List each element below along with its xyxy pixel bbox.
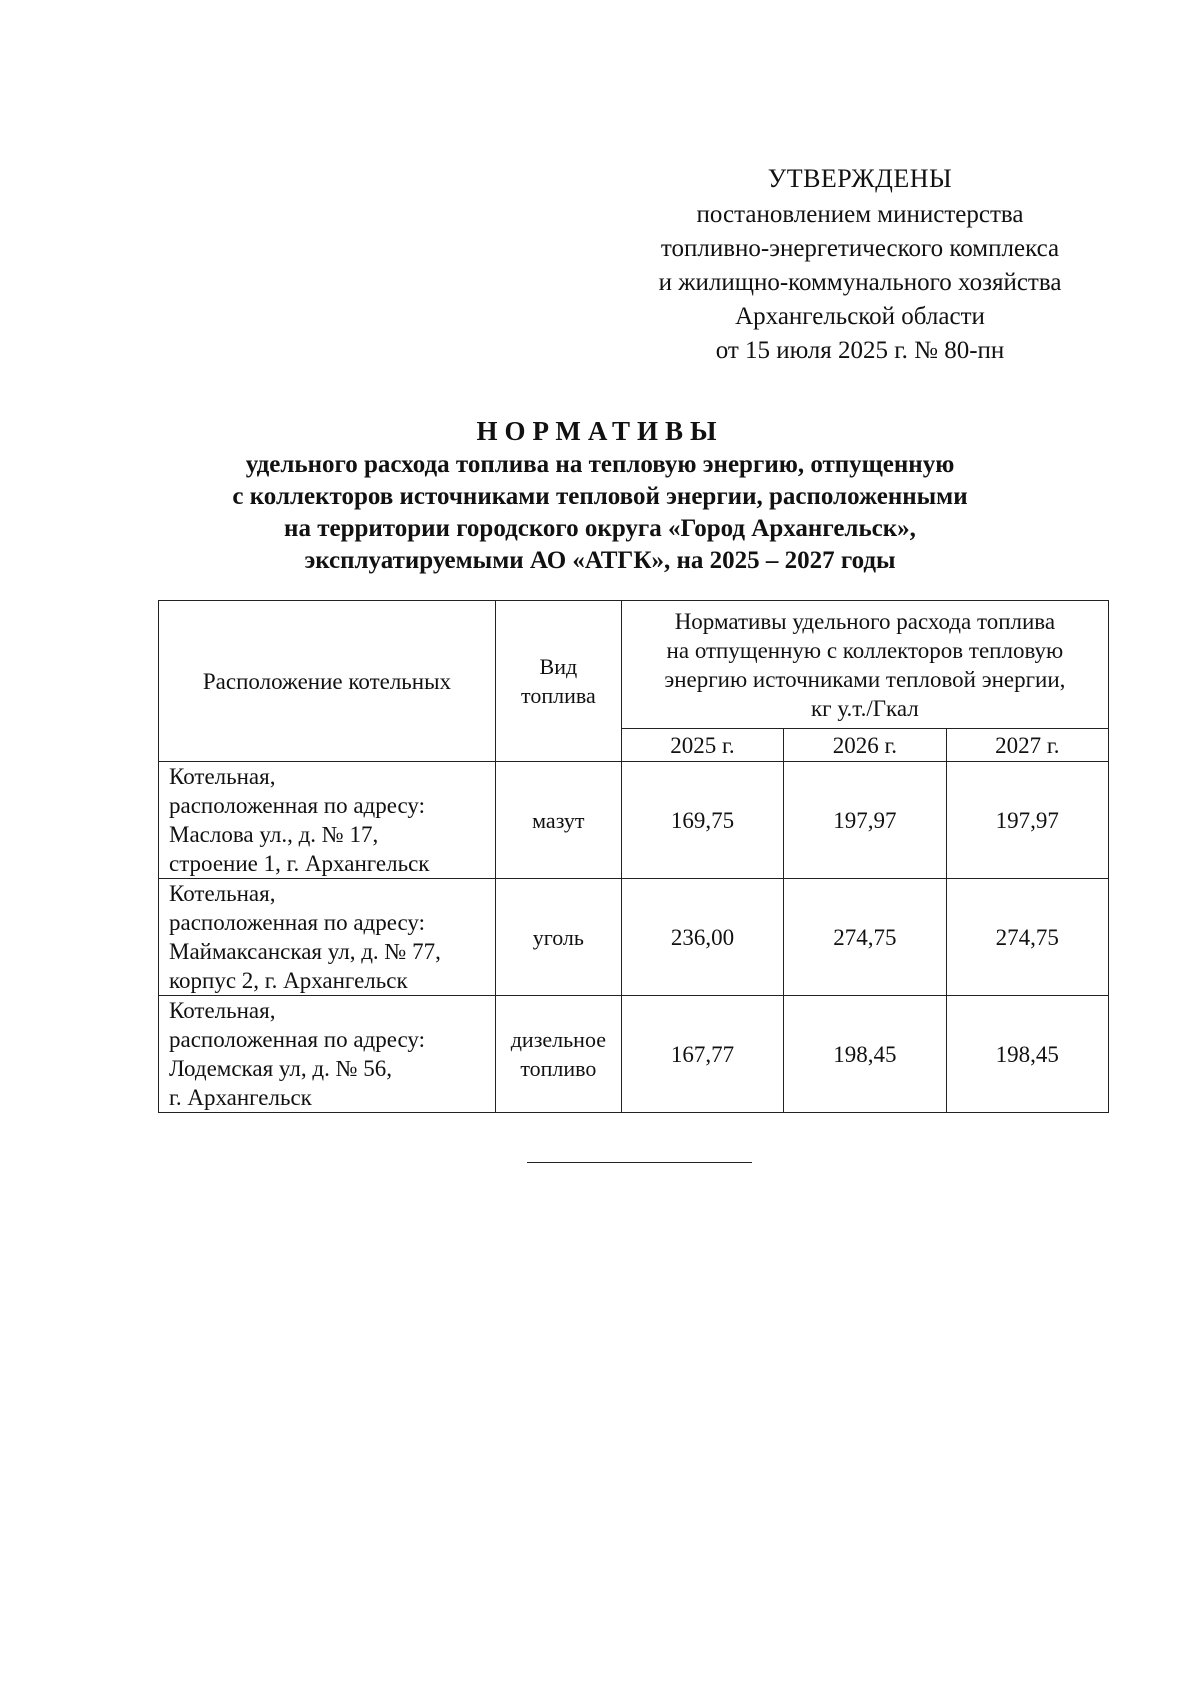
fuel-cell — [495, 996, 621, 1113]
fuel-cell — [495, 879, 621, 996]
approval-line: Архангельской области — [735, 303, 985, 330]
header-fuel — [495, 601, 621, 762]
header-year: 2025 г. — [621, 729, 783, 762]
value-cell-2025: 169,75 — [621, 762, 783, 879]
norms-table — [158, 600, 1109, 1113]
location-line: Котельная, — [169, 881, 276, 906]
title-line: удельного расхода топлива на тепловую энергию, отпущенную — [245, 451, 955, 478]
location-cell — [159, 996, 496, 1113]
location-line: Котельная, — [169, 998, 276, 1023]
header-location: Расположение котельных — [159, 601, 496, 762]
header-fuel-line: Вид — [539, 654, 578, 679]
title-main: НОРМАТИВЫ — [476, 416, 724, 446]
location-line: расположенная по адресу: — [169, 1027, 426, 1052]
title-line: эксплуатируемыми АО «АТГК», на 2025 – 2027 годы — [304, 547, 896, 574]
header-norms-line: кг у.т./Гкал — [810, 695, 919, 721]
location-line: Котельная, — [169, 764, 276, 789]
location-line: расположенная по адресу: — [169, 793, 426, 818]
location-line: Маслова ул., д. № 17, — [169, 822, 379, 847]
fuel-line: уголь — [532, 924, 584, 950]
location-line: корпус 2, г. Архангельск — [169, 968, 408, 993]
table-header-row — [159, 601, 1109, 729]
header-year: 2026 г. — [784, 729, 946, 762]
approval-line: от 15 июля 2025 г. № 80-пн — [715, 337, 1005, 364]
value-cell-2027: 197,97 — [946, 762, 1108, 879]
value-cell-2025: 236,00 — [621, 879, 783, 996]
location-line: Маймаксанская ул, д. № 77, — [169, 939, 441, 964]
approval-line: топливно-энергетического комплекса — [660, 235, 1060, 262]
closing-rule — [527, 1162, 752, 1163]
fuel-line: дизельное — [510, 1027, 606, 1052]
header-norms-line: на отпущенную с коллекторов тепловую — [666, 637, 1064, 663]
approval-line: и жилищно-коммунального хозяйства — [658, 269, 1062, 296]
header-norms — [621, 601, 1108, 729]
fuel-line: мазут — [532, 807, 585, 833]
header-fuel-line: топлива — [521, 683, 596, 708]
location-cell — [159, 762, 496, 879]
approval-line: постановлением министерства — [696, 201, 1024, 228]
header-norms-line: Нормативы удельного расхода топлива — [674, 608, 1056, 634]
title-line: на территории городского округа «Город Архангельск», — [284, 515, 916, 542]
location-line: расположенная по адресу: — [169, 910, 426, 935]
value-cell-2026: 197,97 — [784, 762, 946, 879]
value-cell-2027: 274,75 — [946, 879, 1108, 996]
document-title — [150, 413, 1050, 577]
title-line: с коллекторов источниками тепловой энергии, расположенными — [232, 483, 968, 510]
location-line: г. Архангельск — [169, 1085, 312, 1110]
table-row — [159, 762, 1109, 879]
fuel-cell — [495, 762, 621, 879]
location-line: Лодемская ул, д. № 56, — [169, 1056, 393, 1081]
location-line: строение 1, г. Архангельск — [169, 851, 430, 876]
table-row — [159, 996, 1109, 1113]
value-cell-2027: 198,45 — [946, 996, 1108, 1113]
table-row — [159, 879, 1109, 996]
approval-block — [620, 162, 1100, 368]
header-norms-line: энергию источниками тепловой энергии, — [664, 666, 1066, 692]
fuel-line: топливо — [520, 1056, 597, 1081]
approval-heading: УТВЕРЖДЕНЫ — [767, 164, 953, 193]
value-cell-2026: 274,75 — [784, 879, 946, 996]
value-cell-2026: 198,45 — [784, 996, 946, 1113]
header-year: 2027 г. — [946, 729, 1108, 762]
location-cell — [159, 879, 496, 996]
value-cell-2025: 167,77 — [621, 996, 783, 1113]
